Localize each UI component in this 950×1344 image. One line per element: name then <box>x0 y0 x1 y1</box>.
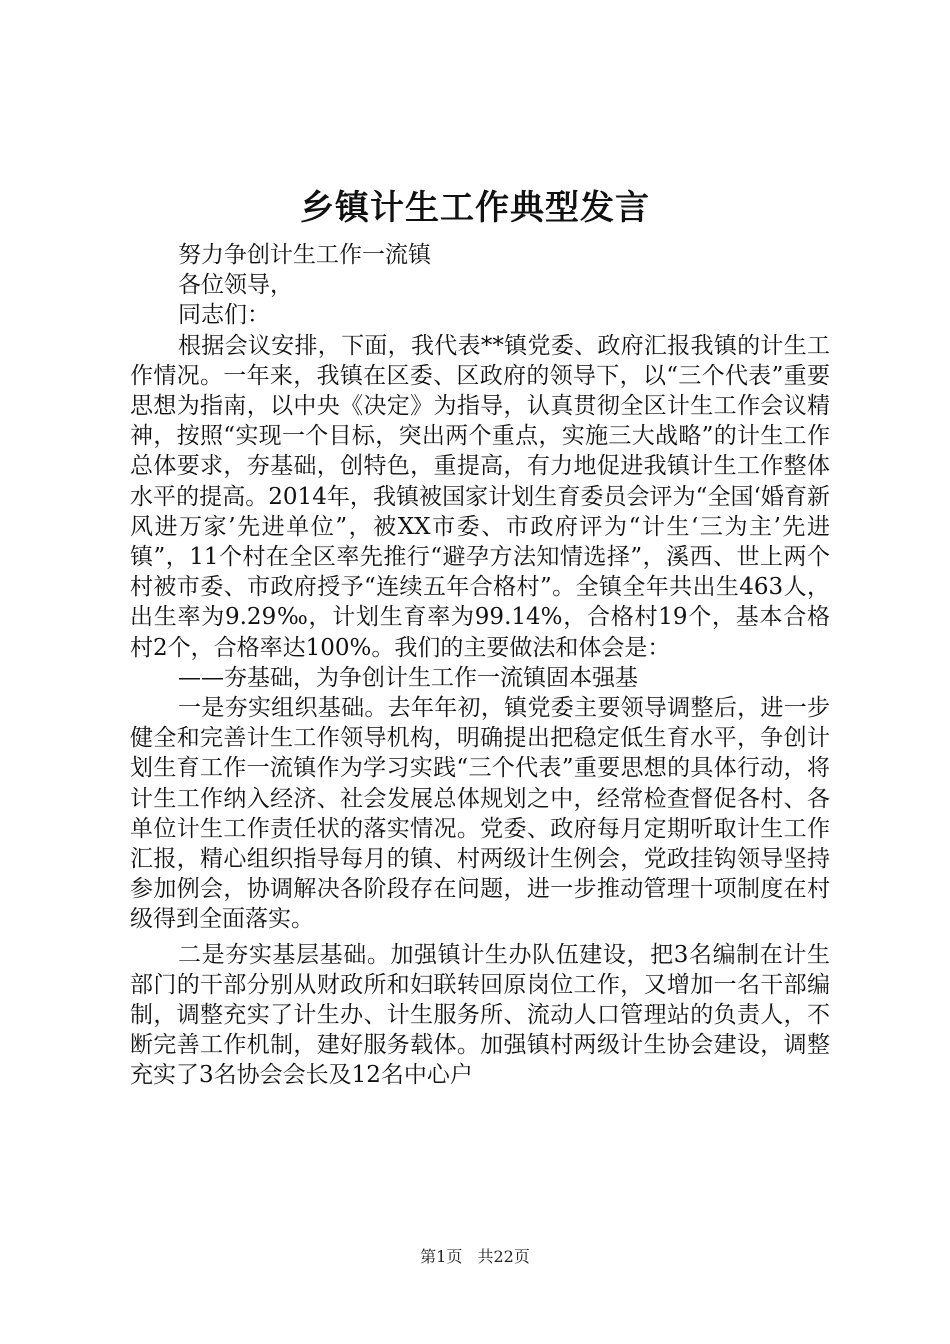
document-title: 乡镇计生工作典型发言 <box>300 188 650 228</box>
paragraph-grassroots: 二是夯实基层基础。加强镇计生办队伍建设，把3名编制在计生部门的干部分别从财政所和妇联转回原岗位工作，又增加一名干部编制，调整充实了计生办、计生服务所、流动人口管理站的负责人，不断完善工作机制，建好服务载体。加强镇村两级计生协会建设，调整充实了3名协会会长及12名中心户 <box>130 941 830 1089</box>
document-body <box>130 240 830 1091</box>
page-number: 第1页 <box>420 1247 463 1266</box>
paragraph-intro: 根据会议安排，下面，我代表**镇党委、政府汇报我镇的计生工作情况。一年来，我镇在区委、区政府的领导下，以“三个代表”重要思想为指南，以中央《决定》为指导，认真贯彻全区计生工作会议精神，按照“实现一个目标，突出两个重点，实施三大战略”的计生工作总体要求，夯基础，创特色，重提高，有力地促进我镇计生工作整体水平的提高。2014年，我镇被国家计划生育委员会评为“全国‘婚育新风进万家’先进单位”，被XX市委、市政府评为“计生‘三为主’先进镇”，11个村在全区率先推行“避孕方法知情选择”，溪西、世上两个村被市委、市政府授予“连续五年合格村”。全镇全年共出生463人，出生率为9.29‰，计划生育率为99.14%，合格村19个，基本合格村2个，合格率达100%。我们的主要做法和体会是： <box>130 332 830 661</box>
section-heading: ——夯基础，为争创计生工作一流镇固本强基 <box>178 664 638 691</box>
salutation-comrades: 同志们： <box>178 302 270 329</box>
paragraph-organization: 一是夯实组织基础。去年年初，镇党委主要领导调整后，进一步健全和完善计生工作领导机构，明确提出把稳定低生育水平，争创计划生育工作一流镇作为学习实践“三个代表”重要思想的具体行动，将计生工作纳入经济、社会发展总体规划之中，经常检查督促各村、各单位计生工作责任状的落实情况。党委、政府每月定期听取计生工作汇报，精心组织指导每月的镇、村两级计生例会，党政挂钩领导坚持参加例会，协调解决各阶段存在问题，进一步推动管理十项制度在村级得到全面落实。 <box>130 695 830 933</box>
page-footer <box>0 1244 950 1267</box>
salutation-leaders: 各位领导， <box>178 272 293 299</box>
subtitle: 努力争创计生工作一流镇 <box>178 242 431 268</box>
page-total: 共22页 <box>477 1247 530 1266</box>
